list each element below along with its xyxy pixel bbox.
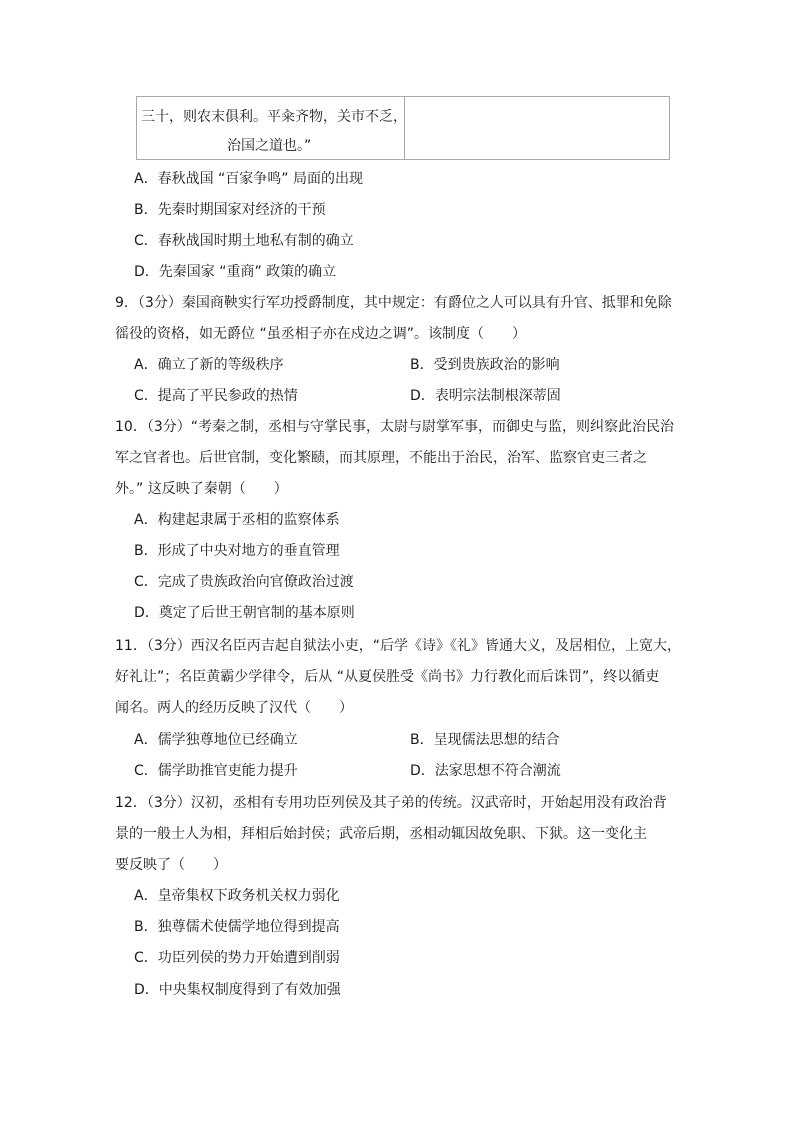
q10-option-a: A．构建起隶属于丞相的监察体系	[134, 512, 340, 528]
q9-option-c: C．提高了平民参政的热情	[134, 388, 298, 404]
q10-option-b: B．形成了中央对地方的垂直管理	[134, 543, 340, 559]
q11-stem-line-2: 好礼让”；名臣黄霸少学律令，后从 “从夏侯胜受《尚书》力行教化而后诛罚”，终以循吏	[115, 669, 660, 685]
quote-table	[136, 96, 670, 160]
q10-stem-line-2: 军之官者也。后世官制，变化繁赜，而其原理，不能出于治民，治军、监察官吏三者之	[115, 450, 647, 466]
q9-stem-line-1: 9．（3分）秦国商鞅实行军功授爵制度，其中规定：有爵位之人可以具有升官、抵罪和免除	[115, 295, 672, 311]
q10-stem-line-1: 10．（3分）“考秦之制，丞相与守掌民事，太尉与尉掌军事，而御史与监，则纠察此治民治	[115, 419, 674, 435]
q11-stem-line-1: 11．（3分）西汉名臣丙吉起自狱法小吏，“后学《诗》《礼》皆通大义，及居相位，上宽大，	[115, 638, 681, 654]
q12-stem-line-2: 景的一般士人为相，拜相后始封侯；武帝后期，丞相动辄因故免职、下狱。这一变化主	[115, 826, 647, 842]
q9-option-d: D．表明宗法制根深蒂固	[410, 388, 561, 404]
q11-option-c: C．儒学助推官吏能力提升	[134, 763, 298, 779]
q11-stem-line-3: 闻名。两人的经历反映了汉代（ ）	[115, 700, 353, 716]
q9-option-b: B．受到贵族政治的影响	[410, 357, 560, 373]
q12-option-b: B．独尊儒术使儒学地位得到提高	[134, 919, 340, 935]
quote-table-cell-left	[137, 97, 405, 159]
q12-option-a: A．皇帝集权下政务机关权力弱化	[134, 888, 340, 904]
q10-stem-line-3: 外。” 这反映了秦朝（ ）	[115, 481, 288, 497]
q9-option-a: A．确立了新的等级秩序	[134, 357, 284, 373]
q10-option-c: C．完成了贵族政治向官僚政治过渡	[134, 574, 354, 590]
q11-option-a: A．儒学独尊地位已经确立	[134, 732, 298, 748]
q11-option-b: B．呈现儒法思想的结合	[410, 732, 560, 748]
q11-option-d: D．法家思想不符合潮流	[410, 763, 561, 779]
q10-option-d: D．奠定了后世王朝官制的基本原则	[134, 605, 355, 621]
quote-table-cell-right	[405, 97, 669, 159]
q8-option-a: A．春秋战国 “百家争鸣” 局面的出现	[134, 171, 363, 187]
quote-line-1: 三十，则农末俱利。平籴齐物，关市不乏，	[141, 109, 407, 125]
q12-option-c: C．功臣列侯的势力开始遭到削弱	[134, 950, 340, 966]
q12-stem-line-1: 12．（3分）汉初，丞相有专用功臣列侯及其子弟的传统。汉武帝时，开始起用没有政治背	[115, 795, 667, 811]
q12-option-d: D．中央集权制度得到了有效加强	[134, 982, 341, 998]
q8-option-b: B．先秦时期国家对经济的干预	[134, 202, 326, 218]
q12-stem-line-3: 要反映了（ ）	[115, 857, 227, 873]
q8-option-d: D．先秦国家 “重商” 政策的确立	[134, 264, 337, 280]
q8-option-c: C．春秋战国时期土地私有制的确立	[134, 233, 354, 249]
quote-line-2: 治国之道也。”	[227, 138, 312, 154]
q9-stem-line-2: 徭役的资格，如无爵位 “虽丞相子亦在戍边之调”。该制度（ ）	[115, 326, 526, 342]
